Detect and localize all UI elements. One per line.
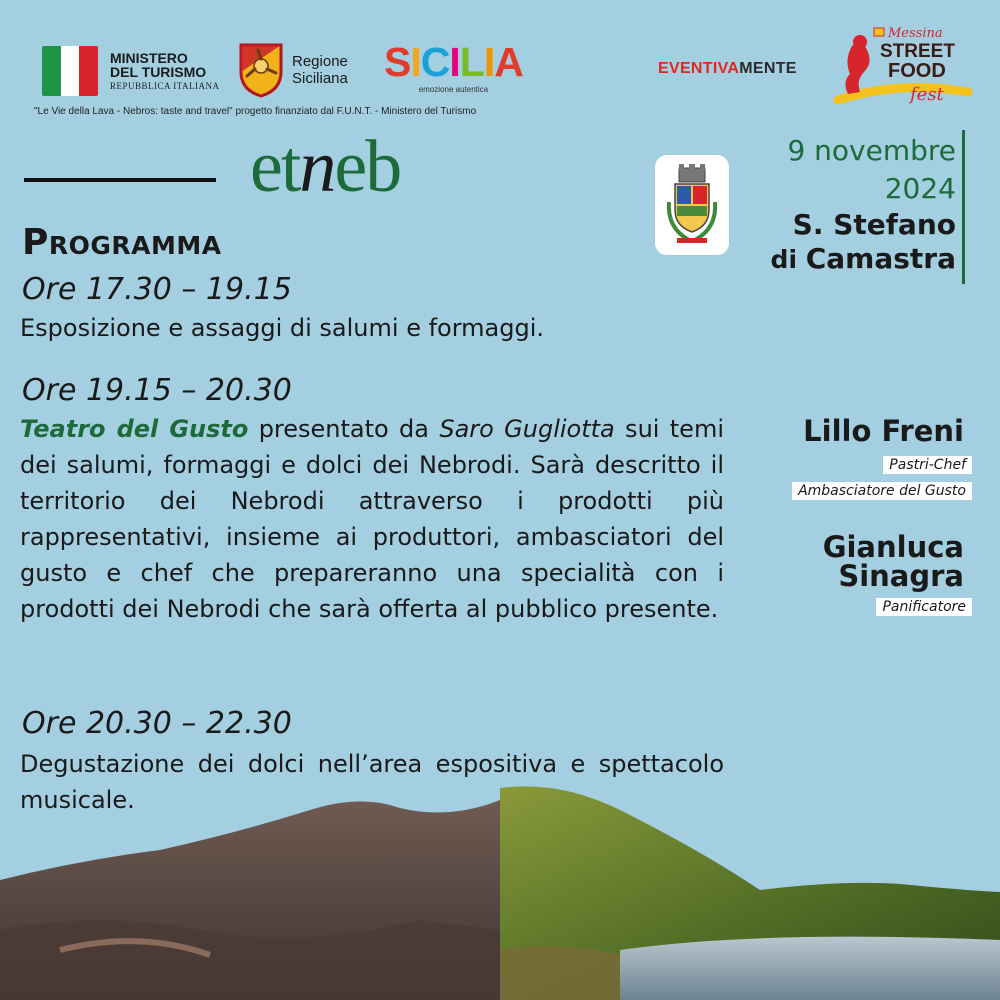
lake bbox=[620, 937, 1000, 1000]
slot1-text: Esposizione e assaggi di salumi e formaggi. bbox=[20, 314, 545, 342]
guest-gianluca-sinagra-name bbox=[822, 530, 964, 593]
slot3-time: Ore 20.30 – 22.30 bbox=[22, 706, 292, 741]
slot2-presenter: Saro Gugliotta bbox=[439, 415, 615, 443]
ministero-line1: MINISTERO bbox=[110, 49, 188, 66]
sicilia-letter: L bbox=[459, 39, 484, 85]
ministero-line2: DEL TURISMO bbox=[110, 64, 207, 81]
landscape-image bbox=[0, 780, 1000, 1000]
slot2-text bbox=[20, 411, 724, 627]
municipal-crest bbox=[655, 155, 729, 255]
coat-of-arms-icon bbox=[663, 162, 721, 248]
etneb-part1: et bbox=[250, 126, 300, 208]
italian-flag-icon bbox=[42, 46, 98, 96]
slot1-time: Ore 17.30 – 19.15 bbox=[22, 272, 292, 307]
sff-line4: fest bbox=[910, 84, 944, 105]
guest-lillo-freni-name: Lillo Freni bbox=[803, 414, 964, 448]
sff-line3: FOOD bbox=[888, 60, 946, 82]
slot3-text: Degustazione dei dolci nell’area espositiva e spettacolo musicale. bbox=[20, 750, 724, 814]
date-vertical-bar bbox=[962, 130, 965, 284]
title-rule-divider bbox=[24, 178, 216, 182]
eventivamente-part1: EVENTIVA bbox=[658, 60, 740, 77]
sicilia-letter: I bbox=[410, 39, 421, 85]
ministero-line3: REPUBBLICA ITALIANA bbox=[110, 80, 220, 91]
slot2-description: sui temi dei salumi, formaggi e dolci dei Nebrodi. Sarà descritto il territorio dei Nebrodi attraverso i prodotti più rappresentativi, insieme ai produttori, ambasciatori del gusto e chef che prepareranno una specialità con i prodotti dei Nebrodi che sarà offerta al pubblico presente. bbox=[20, 415, 724, 623]
sicilia-letter: C bbox=[420, 39, 450, 85]
slot2-intro: presentato da bbox=[248, 415, 440, 443]
sicilia-letter: I bbox=[483, 39, 495, 85]
event-date-line1: 9 novembre bbox=[787, 134, 956, 167]
guest-lillo-role1: Pastri-Chef bbox=[883, 456, 972, 474]
etneb-part2: n bbox=[299, 126, 335, 208]
event-date-line2: 2024 bbox=[884, 172, 956, 205]
slot2-time: Ore 19.15 – 20.30 bbox=[22, 373, 292, 408]
sicilia-letter: I bbox=[449, 39, 460, 85]
funding-note: "Le Vie della Lava - Nebros: taste and travel" progetto finanziato dal F.U.N.T. - Ministero del Turismo bbox=[34, 106, 477, 117]
sff-line1: Messina bbox=[888, 26, 943, 41]
sicilia-letter: S bbox=[384, 39, 411, 85]
regione-line2: Siciliana bbox=[292, 70, 348, 87]
etneb-part3: eb bbox=[334, 126, 401, 208]
guest-gianluca-role1: Panificatore bbox=[876, 598, 972, 616]
program-title: Programma bbox=[22, 222, 222, 263]
sicilia-letter: A bbox=[494, 39, 523, 85]
event-place-line2: Camastra bbox=[805, 242, 956, 275]
eventivamente-part2: MENTE bbox=[739, 60, 797, 77]
guest-gianluca-name-line2: Sinagra bbox=[838, 559, 964, 593]
guest-lillo-role2: Ambasciatore del Gusto bbox=[792, 482, 972, 500]
guest-gianluca-name-line1: Gianluca bbox=[822, 530, 964, 564]
trinacria-shield-icon bbox=[238, 42, 284, 98]
ministero-turismo-logo bbox=[42, 46, 220, 96]
sff-line2: STREET bbox=[880, 41, 955, 62]
sicilia-wordmark bbox=[384, 39, 523, 85]
sicilia-logo bbox=[384, 39, 523, 94]
regione-line1: Regione bbox=[292, 52, 348, 70]
teatro-del-gusto-highlight: Teatro del Gusto bbox=[20, 415, 249, 443]
event-place-line1: S. Stefano bbox=[792, 208, 956, 241]
event-place-prefix: di bbox=[770, 245, 806, 274]
event-date-block bbox=[771, 132, 956, 277]
ministero-text bbox=[110, 51, 220, 92]
messina-street-food-fest-logo bbox=[830, 22, 975, 112]
regione-siciliana-logo bbox=[238, 42, 348, 98]
etneb-logo bbox=[250, 126, 401, 208]
sicilia-tagline: emozione autentica bbox=[418, 85, 489, 94]
eventivamente-logo bbox=[658, 60, 797, 78]
